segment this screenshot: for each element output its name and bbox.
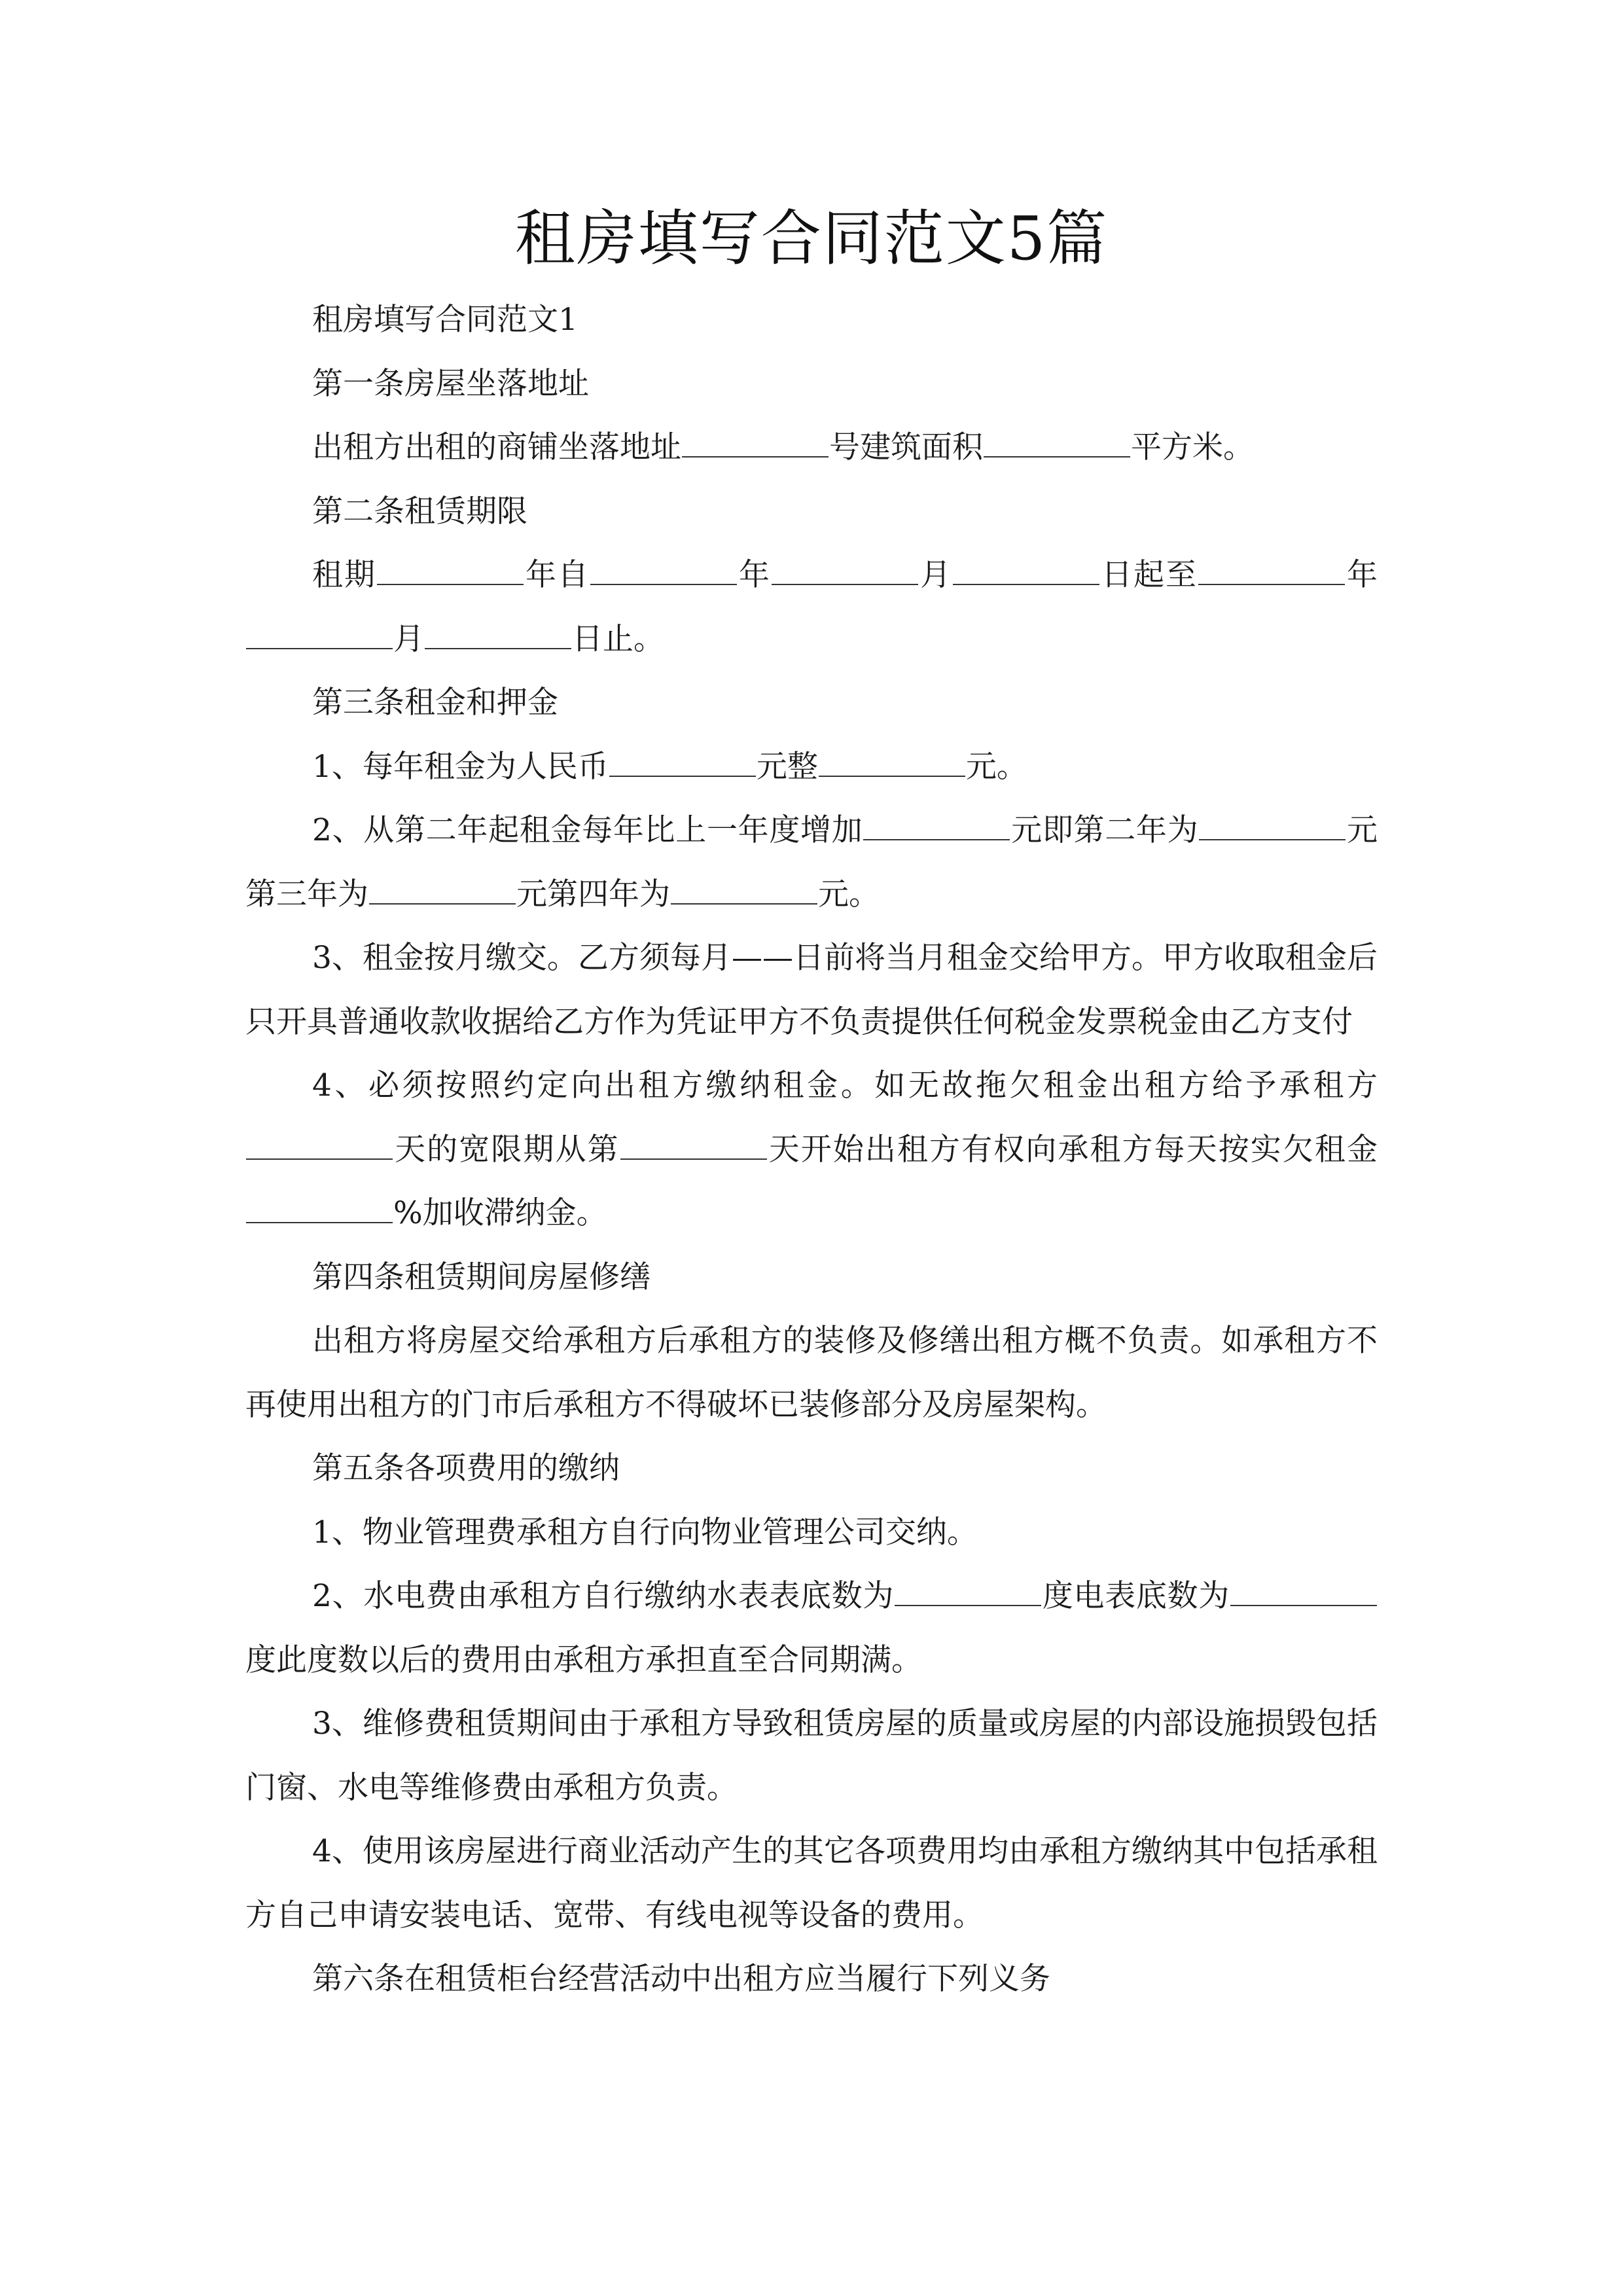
paragraph-text: 4、使用该房屋进行商业活动产生的其它各项费用均由承租方缴纳其中包括承租方自己申请安装电话、宽带、有线电视等设备的费用。 — [245, 1833, 1378, 1933]
paragraph-text: %加收滞纳金。 — [393, 1195, 607, 1231]
paragraph-text: 天的宽限期从第 — [393, 1131, 620, 1168]
paragraph-text: 3、维修费租赁期间由于承租方导致租赁房屋的质量或房屋的内部设施损毁包括门窗、水电等维修费由承租方负责。 — [245, 1706, 1378, 1806]
paragraph-text: 日止。 — [572, 620, 664, 657]
paragraph-text: 元第四年为 — [516, 876, 670, 912]
paragraph-text: 元。 — [818, 876, 880, 912]
paragraph-text: 出租方将房屋交给承租方后承租方的装修及修缮出租方概不负责。如承租方不再使用出租方的门市后承租方不得破坏已装修部分及房屋架构。 — [245, 1323, 1378, 1423]
paragraph-text: 2、从第二年起租金每年比上一年度增加 — [312, 812, 863, 848]
paragraph-text: 1、物业管理费承租方自行向物业管理公司交纳。 — [312, 1514, 978, 1551]
fill-in-blank — [369, 876, 516, 905]
paragraph-text: 租房填写合同范文1 — [312, 302, 578, 338]
fill-in-blank — [590, 556, 737, 585]
fill-in-blank — [246, 1131, 393, 1160]
paragraph-text: 第五条各项费用的缴纳 — [312, 1450, 620, 1486]
paragraph-text: 3、租金按月缴交。乙方须每月——日前将当月租金交给甲方。甲方收取租金后只开具普通收款收据给乙方作为凭证甲方不负责提供任何税金发票税金由乙方支付 — [245, 940, 1378, 1040]
paragraph-text: 出租方出租的商铺坐落地址 — [312, 429, 681, 465]
document-body — [245, 288, 1378, 2011]
document-title: 租房填写合同范文5篇 — [514, 204, 1109, 274]
paragraph — [245, 1501, 1378, 1565]
paragraph — [245, 543, 1378, 671]
paragraph-text: 号建筑面积 — [829, 429, 983, 465]
paragraph — [245, 1564, 1378, 1692]
paragraph-text: 月 — [393, 620, 424, 657]
paragraph — [245, 1309, 1378, 1437]
paragraph — [245, 1692, 1378, 1820]
fill-in-blank — [671, 876, 817, 905]
paragraph-text: 元第三年为 — [245, 812, 1378, 912]
paragraph — [245, 416, 1378, 480]
paragraph — [245, 735, 1378, 799]
paragraph — [245, 1820, 1378, 1947]
article-heading — [245, 352, 1378, 416]
fill-in-blank — [1198, 556, 1345, 585]
article-heading — [245, 1947, 1378, 2011]
fill-in-blank — [246, 1194, 393, 1223]
paragraph — [245, 1054, 1378, 1246]
article-heading — [245, 671, 1378, 735]
article-heading — [245, 1437, 1378, 1501]
fill-in-blank — [246, 620, 393, 649]
fill-in-blank — [895, 1577, 1041, 1606]
paragraph — [245, 926, 1378, 1054]
paragraph-text: 1、每年租金为人民币 — [312, 748, 609, 785]
fill-in-blank — [953, 556, 1099, 585]
paragraph-text: 年自 — [524, 557, 590, 593]
article-heading — [245, 1246, 1378, 1310]
paragraph-text: 第六条在租赁柜台经营活动中出租方应当履行下列义务 — [312, 1961, 1050, 1997]
fill-in-blank — [1230, 1577, 1377, 1606]
fill-in-blank — [863, 812, 1010, 840]
fill-in-blank — [984, 429, 1130, 457]
paragraph-text: 元整 — [756, 748, 818, 785]
fill-in-blank — [682, 429, 829, 457]
paragraph-text: 第三条租金和押金 — [312, 685, 558, 721]
paragraph-text: 4、必须按照约定向出租方缴纳租金。如无故拖欠租金出租方给予承租方 — [312, 1067, 1378, 1103]
paragraph-text: 元即第二年为 — [1010, 812, 1199, 848]
paragraph-text: 度电表底数为 — [1042, 1578, 1230, 1614]
section-heading — [245, 288, 1378, 352]
paragraph-text: 第二条租赁期限 — [312, 493, 527, 529]
fill-in-blank — [772, 556, 918, 585]
paragraph-text: 第一条房屋坐落地址 — [312, 365, 589, 402]
fill-in-blank — [819, 748, 965, 777]
paragraph — [245, 798, 1378, 926]
paragraph-text: 度此度数以后的费用由承租方承担直至合同期满。 — [245, 1641, 922, 1678]
paragraph-text: 年 — [1346, 557, 1378, 593]
fill-in-blank — [1199, 812, 1346, 840]
paragraph-text: 元。 — [965, 748, 1027, 785]
article-heading — [245, 480, 1378, 544]
paragraph-text: 租期 — [312, 557, 376, 593]
fill-in-blank — [609, 748, 756, 777]
paragraph-text: 第四条租赁期间房屋修缮 — [312, 1259, 651, 1295]
fill-in-blank — [377, 556, 524, 585]
paragraph-text: 日起至 — [1100, 557, 1198, 593]
paragraph-text: 天开始出租方有权向承租方每天按实欠租金 — [767, 1131, 1378, 1168]
paragraph-text: 年 — [738, 557, 771, 593]
fill-in-blank — [425, 620, 571, 649]
fill-in-blank — [620, 1131, 767, 1160]
paragraph-text: 2、水电费由承租方自行缴纳水表表底数为 — [312, 1578, 895, 1614]
paragraph-text: 平方米。 — [1131, 429, 1254, 465]
paragraph-text: 月 — [919, 557, 952, 593]
